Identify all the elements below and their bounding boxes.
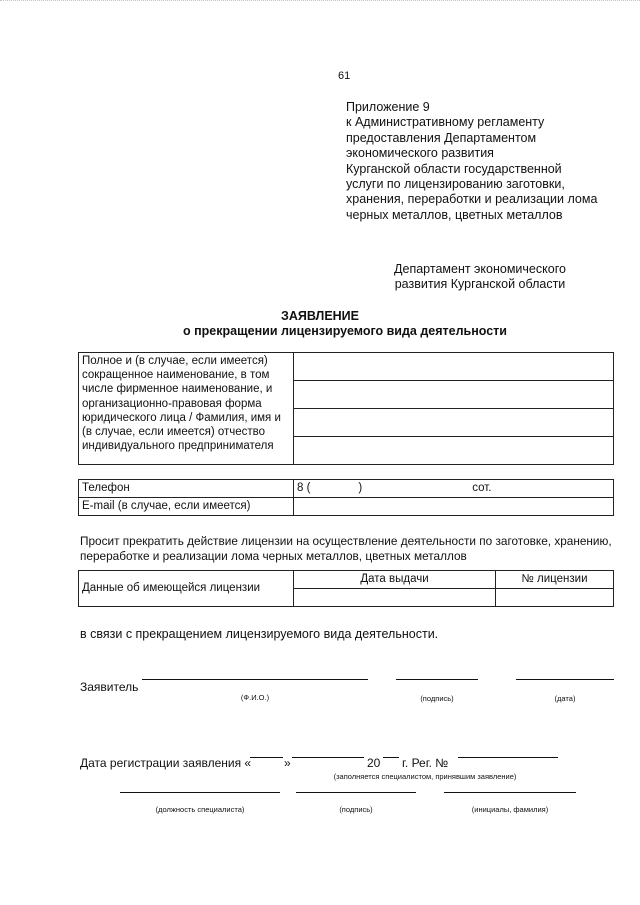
registration-month-line[interactable] (292, 757, 364, 758)
registration-year-line[interactable] (383, 757, 399, 758)
specialist-position-caption: (должность специалиста) (155, 805, 245, 814)
applicant-name-field[interactable] (294, 437, 614, 465)
applicant-label: Заявитель (80, 680, 139, 694)
appendix-line: предоставления Департаментом (346, 130, 537, 145)
appendix-note (346, 100, 626, 223)
addressee-block (380, 262, 580, 293)
registration-day-line[interactable] (250, 757, 283, 758)
license-label: Данные об имеющейся лицензии (79, 571, 294, 607)
reason-text: в связи с прекращением лицензируемого вида деятельности. (80, 627, 439, 641)
registration-label: Дата регистрации заявления « (80, 756, 252, 770)
request-text: Просит прекратить действие лицензии на осуществление деятельности по заготовке, хранению, переработке и реализации лома черных металлов, цветных металлов (80, 534, 612, 563)
registration-year-prefix: 20 (367, 756, 381, 770)
scan-edge-marks (0, 0, 640, 9)
registration-number-label: г. Рег. № (402, 756, 449, 770)
applicant-name-label: Полное и (в случае, если имеется) сокращенное наименование, в том числе фирменное наименование, и организационно-правовая форма юридического лица / Фамилия, имя и (в случае, если имеется) отчество индивидуального предпринимателя (79, 353, 294, 465)
license-date-field[interactable] (294, 589, 496, 607)
applicant-name-field[interactable] (294, 353, 614, 381)
registration-number-line[interactable] (458, 757, 558, 758)
phone-field[interactable] (294, 480, 614, 498)
registration-quote-close: » (284, 756, 291, 770)
addressee-line: развития Курганской области (394, 277, 566, 292)
specialist-initials-caption: (инициалы, фамилия) (471, 805, 549, 814)
applicant-name-field[interactable] (294, 381, 614, 409)
appendix-line: услуги по лицензированию заготовки, (346, 177, 565, 192)
addressee-line: Департамент экономического (394, 262, 566, 276)
specialist-initials-line[interactable] (444, 792, 576, 793)
applicant-signature-line[interactable] (396, 679, 478, 680)
license-number-header: № лицензии (496, 571, 614, 589)
appendix-line: хранения, переработки и реализации лома (346, 192, 598, 207)
contacts-table (78, 479, 614, 516)
license-table (78, 570, 614, 607)
specialist-signature-line[interactable] (296, 792, 416, 793)
license-date-header: Дата выдачи (294, 571, 496, 589)
applicant-signature-caption: (подпись) (420, 694, 454, 703)
appendix-line: Курганской области государственной (346, 161, 562, 176)
applicant-date-line[interactable] (516, 679, 614, 680)
applicant-name-field[interactable] (294, 409, 614, 437)
applicant-name-line[interactable] (142, 679, 368, 680)
applicant-name-caption: (Ф.И.О.) (240, 693, 270, 702)
phone-code-close: ) (358, 482, 363, 494)
applicant-date-caption: (дата) (554, 694, 576, 703)
document-title: ЗАЯВЛЕНИЕ (280, 309, 359, 323)
appendix-line: Приложение 9 (346, 100, 430, 114)
appendix-line: экономического развития (346, 146, 494, 161)
document-subtitle: о прекращении лицензируемого вида деятельности (183, 324, 507, 338)
registration-caption: (заполняется специалистом, принявшим заявление) (333, 772, 517, 781)
email-field[interactable] (294, 498, 614, 516)
license-number-field[interactable] (496, 589, 614, 607)
specialist-signature-caption: (подпись) (339, 805, 373, 814)
email-label: E-mail (в случае, если имеется) (79, 498, 294, 516)
appendix-line: к Административному регламенту (346, 115, 545, 130)
specialist-position-line[interactable] (120, 792, 280, 793)
phone-label: Телефон (79, 480, 294, 498)
mobile-label: сот. (472, 482, 492, 494)
applicant-name-table (78, 352, 614, 465)
phone-code: 8 ( (297, 482, 311, 494)
appendix-line: черных металлов, цветных металлов (346, 207, 563, 222)
page-number: 61 (338, 70, 351, 82)
